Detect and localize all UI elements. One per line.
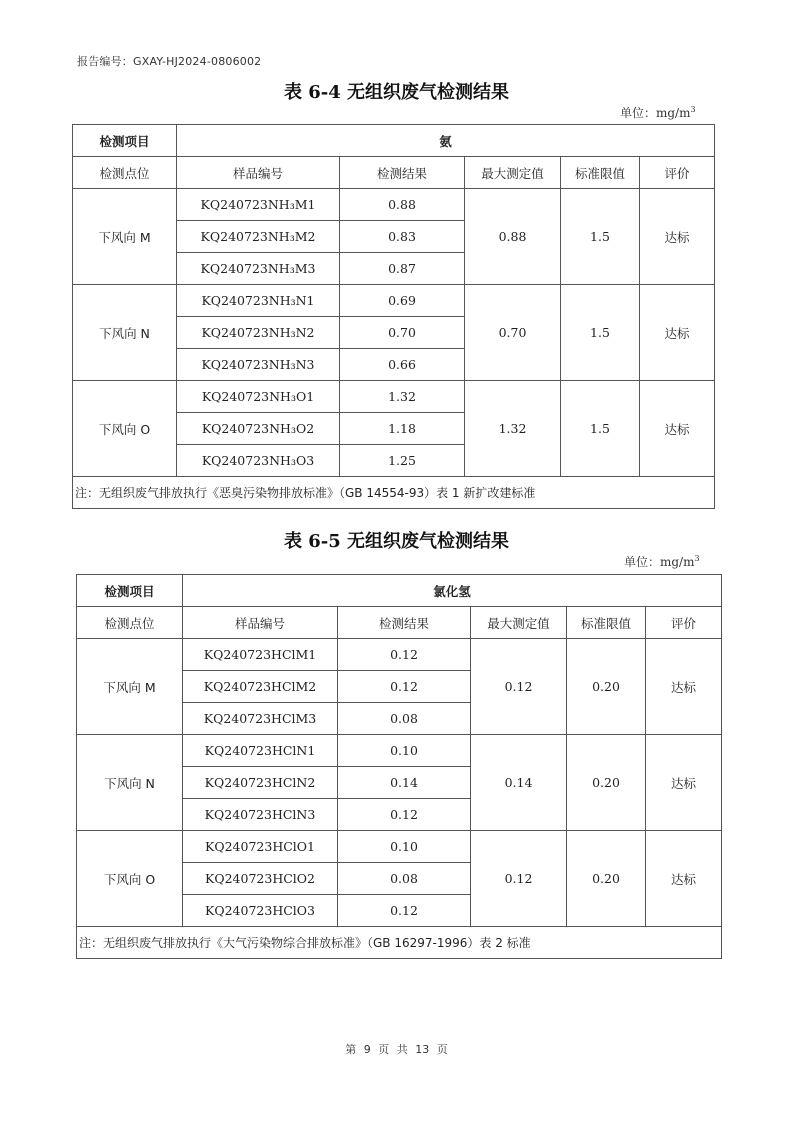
evaluation: 达标	[640, 189, 715, 285]
evaluation: 达标	[640, 381, 715, 477]
table-6-5-title: 表 6-5 无组织废气检测结果	[283, 531, 510, 552]
table-note: 注：无组织废气排放执行《大气污染物综合排放标准》（GB 16297-1996）表 2 标准	[77, 927, 722, 959]
sample-id: KQ240723HClN1	[183, 735, 338, 767]
standard-limit: 0.20	[567, 735, 646, 831]
standard-limit: 1.5	[561, 189, 640, 285]
sample-id: KQ240723HClM3	[183, 703, 338, 735]
max-value: 0.14	[471, 735, 567, 831]
test-result: 1.18	[340, 413, 465, 445]
column-header: 最大测定值	[465, 157, 561, 189]
evaluation: 达标	[646, 735, 722, 831]
sample-id: KQ240723NH₃O3	[177, 445, 340, 477]
test-result: 0.08	[338, 703, 471, 735]
sample-id: KQ240723NH₃M1	[177, 189, 340, 221]
item-value: 氨	[177, 125, 715, 157]
sample-id: KQ240723HClO3	[183, 895, 338, 927]
item-label: 检测项目	[73, 125, 177, 157]
sampling-point: 下风向 M	[77, 639, 183, 735]
test-result: 0.08	[338, 863, 471, 895]
test-result: 0.69	[340, 285, 465, 317]
table-row	[73, 285, 715, 317]
report-number: 报告编号：GXAY-HJ2024-0806002	[77, 55, 262, 68]
column-header: 检测点位	[73, 157, 177, 189]
column-header: 检测结果	[340, 157, 465, 189]
max-value: 0.88	[465, 189, 561, 285]
column-header: 样品编号	[183, 607, 338, 639]
sample-id: KQ240723HClO1	[183, 831, 338, 863]
table-6-4	[72, 124, 715, 509]
standard-limit: 1.5	[561, 285, 640, 381]
sample-id: KQ240723NH₃N2	[177, 317, 340, 349]
column-header: 样品编号	[177, 157, 340, 189]
sampling-point: 下风向 M	[73, 189, 177, 285]
table-row	[77, 831, 722, 863]
note-row	[77, 927, 722, 959]
sampling-point: 下风向 N	[77, 735, 183, 831]
sample-id: KQ240723HClN3	[183, 799, 338, 831]
table-row	[73, 381, 715, 413]
column-header: 评价	[646, 607, 722, 639]
column-header: 评价	[640, 157, 715, 189]
max-value: 0.12	[471, 639, 567, 735]
table-6-4-title: 表 6-4 无组织废气检测结果	[283, 82, 510, 103]
sample-id: KQ240723NH₃M2	[177, 221, 340, 253]
evaluation: 达标	[640, 285, 715, 381]
table-6-4-unit: 单位：$mg/m^3$	[620, 105, 696, 120]
test-result: 0.10	[338, 735, 471, 767]
column-header: 标准限值	[561, 157, 640, 189]
table-6-5	[76, 574, 722, 959]
column-header: 检测点位	[77, 607, 183, 639]
column-header: 检测结果	[338, 607, 471, 639]
sample-id: KQ240723HClM1	[183, 639, 338, 671]
evaluation: 达标	[646, 831, 722, 927]
evaluation: 达标	[646, 639, 722, 735]
table-row	[73, 189, 715, 221]
table-6-4-body	[73, 125, 715, 509]
standard-limit: 1.5	[561, 381, 640, 477]
table-row	[77, 639, 722, 671]
test-result: 0.88	[340, 189, 465, 221]
test-result: 0.14	[338, 767, 471, 799]
standard-limit: 0.20	[567, 831, 646, 927]
test-result: 0.87	[340, 253, 465, 285]
standard-limit: 0.20	[567, 639, 646, 735]
sampling-point: 下风向 N	[73, 285, 177, 381]
test-result: 0.83	[340, 221, 465, 253]
sample-id: KQ240723HClN2	[183, 767, 338, 799]
max-value: 1.32	[465, 381, 561, 477]
test-result: 0.12	[338, 895, 471, 927]
sample-id: KQ240723NH₃M3	[177, 253, 340, 285]
sample-id: KQ240723NH₃O2	[177, 413, 340, 445]
sampling-point: 下风向 O	[73, 381, 177, 477]
max-value: 0.70	[465, 285, 561, 381]
test-result: 0.12	[338, 639, 471, 671]
test-result: 0.66	[340, 349, 465, 381]
column-header: 最大测定值	[471, 607, 567, 639]
sample-id: KQ240723NH₃N1	[177, 285, 340, 317]
test-result: 0.10	[338, 831, 471, 863]
test-result: 1.32	[340, 381, 465, 413]
test-result: 0.12	[338, 799, 471, 831]
table-6-5-body	[77, 575, 722, 959]
item-row	[73, 125, 715, 157]
test-result: 0.12	[338, 671, 471, 703]
column-header: 标准限值	[567, 607, 646, 639]
test-result: 1.25	[340, 445, 465, 477]
sample-id: KQ240723HClM2	[183, 671, 338, 703]
table-6-5-unit: 单位：$mg/m^3$	[624, 554, 700, 569]
sample-id: KQ240723HClO2	[183, 863, 338, 895]
sample-id: KQ240723NH₃N3	[177, 349, 340, 381]
page-number: 第 9 页 共 13 页	[345, 1043, 448, 1056]
max-value: 0.12	[471, 831, 567, 927]
column-header-row	[77, 607, 722, 639]
sample-id: KQ240723NH₃O1	[177, 381, 340, 413]
test-result: 0.70	[340, 317, 465, 349]
table-row	[77, 735, 722, 767]
item-label: 检测项目	[77, 575, 183, 607]
item-value: 氯化氢	[183, 575, 722, 607]
item-row	[77, 575, 722, 607]
table-note: 注：无组织废气排放执行《恶臭污染物排放标准》（GB 14554-93）表 1 新扩改建标准	[73, 477, 715, 509]
column-header-row	[73, 157, 715, 189]
note-row	[73, 477, 715, 509]
sampling-point: 下风向 O	[77, 831, 183, 927]
